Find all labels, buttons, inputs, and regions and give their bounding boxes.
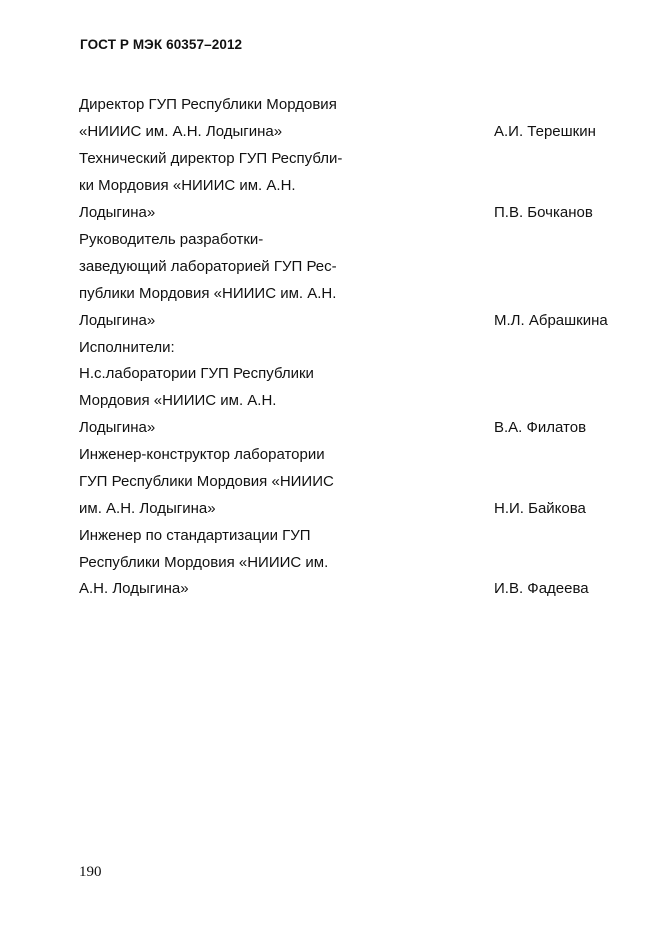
role-line: Инженер-конструктор лаборатории (79, 446, 325, 463)
role-line: заведующий лабораторией ГУП Рес- (79, 258, 337, 275)
page-number: 190 (79, 864, 102, 880)
signatory-name: Н.И. Байкова (494, 500, 586, 517)
signatory-name: А.И. Терешкин (494, 123, 596, 140)
signatory-name: М.Л. Абрашкина (494, 312, 608, 329)
role-line: им. А.Н. Лодыгина» (79, 500, 216, 517)
signatory-name: В.А. Филатов (494, 419, 587, 436)
role-line: А.Н. Лодыгина» (79, 580, 189, 597)
role-line: Лодыгина» (79, 419, 156, 436)
role-line: Мордовия «НИИИС им. А.Н. (79, 392, 277, 409)
role-line: Лодыгина» (79, 204, 156, 221)
role-line: публики Мордовия «НИИИС им. А.Н. (79, 285, 337, 302)
role-line: Директор ГУП Республики Мордовия (79, 96, 337, 113)
role-line: Республики Мордовия «НИИИС им. (79, 554, 329, 571)
role-line: Технический директор ГУП Республи- (79, 150, 343, 167)
role-line: Инженер по стандартизации ГУП (79, 527, 311, 544)
role-line: ГУП Республики Мордовия «НИИИС (79, 473, 334, 490)
role-line: ки Мордовия «НИИИС им. А.Н. (79, 177, 296, 194)
role-line: Н.с.лаборатории ГУП Республики (79, 365, 314, 382)
role-line: Руководитель разработки- (79, 231, 264, 248)
role-line: «НИИИС им. А.Н. Лодыгина» (79, 123, 283, 140)
executors-heading: Исполнители: (79, 339, 175, 356)
signatory-name: И.В. Фадеева (494, 580, 589, 597)
role-line: Лодыгина» (79, 312, 156, 329)
signatory-name: П.В. Бочканов (494, 204, 593, 221)
document-header: ГОСТ Р МЭК 60357–2012 (80, 37, 243, 52)
